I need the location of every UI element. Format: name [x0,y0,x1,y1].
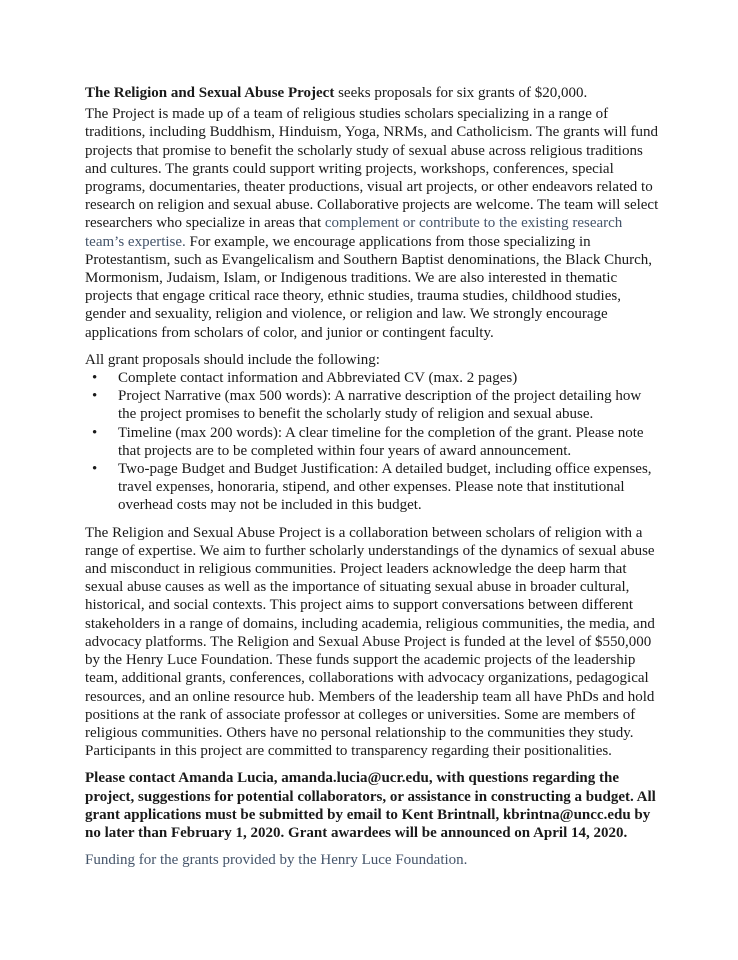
requirement-item-narrative: • Project Narrative (max 500 words): A narrative description of the project detailing how the project promises to benefit the scholarly study of religion and sexual abuse. [85,387,660,423]
project-description-paragraph [85,105,660,342]
requirement-item-timeline: • Timeline (max 200 words): A clear timeline for the completion of the grant. Please note that projects are to be completed within four years of award announcement. [85,424,660,460]
description-text-part2: For example, we encourage applications from those specializing in Protestantism, such as Evangelicalism and Southern Baptist denominations, the Black Church, Mormonism, Judaism, Islam, or Indigenous traditions. We are also interested in thematic projects that engage critical race theory, ethnic studies, trauma studies, childhood studies, gender and sexuality, religion and violence, or religion and law. We strongly encourage applications from scholars of color, and junior or contingent faculty. [85,233,652,341]
description-highlighted-phrase: complement or contribute to the existing research team’s expertise. [85,215,623,250]
intro-paragraph [85,84,660,102]
project-title: The Religion and Sexual Abuse Project [85,85,335,101]
requirements-list [85,369,660,515]
requirements-heading: All grant proposals should include the following: [85,351,380,368]
requirement-item-budget: • Two-page Budget and Budget Justification: A detailed budget, including office expenses, travel expenses, honoraria, stipend, and other expenses. Please note that institutional overhead costs may not be included in this budget. [85,460,660,515]
intro-paragraph-text: seeks proposals for six grants of $20,000. [334,85,588,101]
requirements-section [85,351,660,515]
funding-note: Funding for the grants provided by the Henry Luce Foundation. [85,852,468,869]
collaboration-paragraph: The Religion and Sexual Abuse Project is a collaboration between scholars of religion with a range of expertise. We aim to further scholarly understandings of the dynamics of sexual abuse and misconduct in religious communities. Project leaders acknowledge the deep harm that sexual abuse causes as well as the importance of situating sexual abuse in broader cultural, historical, and social contexts. This project aims to support conversations between different stakeholders in a range of domains, including academia, religious communities, the media, and advocacy platforms. The Religion and Sexual Abuse Project is funded at the level of $550,000 by the Henry Luce Foundation. These funds support the academic projects of the leadership team, additional grants, conferences, collaborations with advocacy organizations, pedagogical resources, and an online resource hub. Members of the leadership team all have PhDs and hold positions at the rank of associate professor at colleges or universities. Some are members of religious communities. Others have no personal relationship to the communities they study. Participants in this project are committed to transparency regarding their positionalities. [85,524,655,760]
description-text-part1: The Project is made up of a team of religious studies scholars specializing in a range of traditions, including Buddhism, Hinduism, Yoga, NRMs, and Catholicism. The grants will fund projects that promise to benefit the scholarly study of sexual abuse across religious traditions and cultures. The grants could support writing projects, workshops, conferences, special programs, documentaries, theater productions, visual art projects, or other endeavors related to research on religion and sexual abuse. Collaborative projects are welcome. The team will select researchers who specialize in areas that [85,106,659,232]
contact-paragraph: Please contact Amanda Lucia, amanda.lucia@ucr.edu, with questions regarding the project, suggestions for potential collaborators, or assistance in constructing a budget. All grant applications must be submitted by email to Kent Brintnall, kbrintna@uncc.edu by no later than February 1, 2020. Grant awardees will be announced on April 14, 2020. [85,770,656,841]
requirement-item-cv: • Complete contact information and Abbreviated CV (max. 2 pages) [85,369,660,387]
document-content [85,84,660,869]
